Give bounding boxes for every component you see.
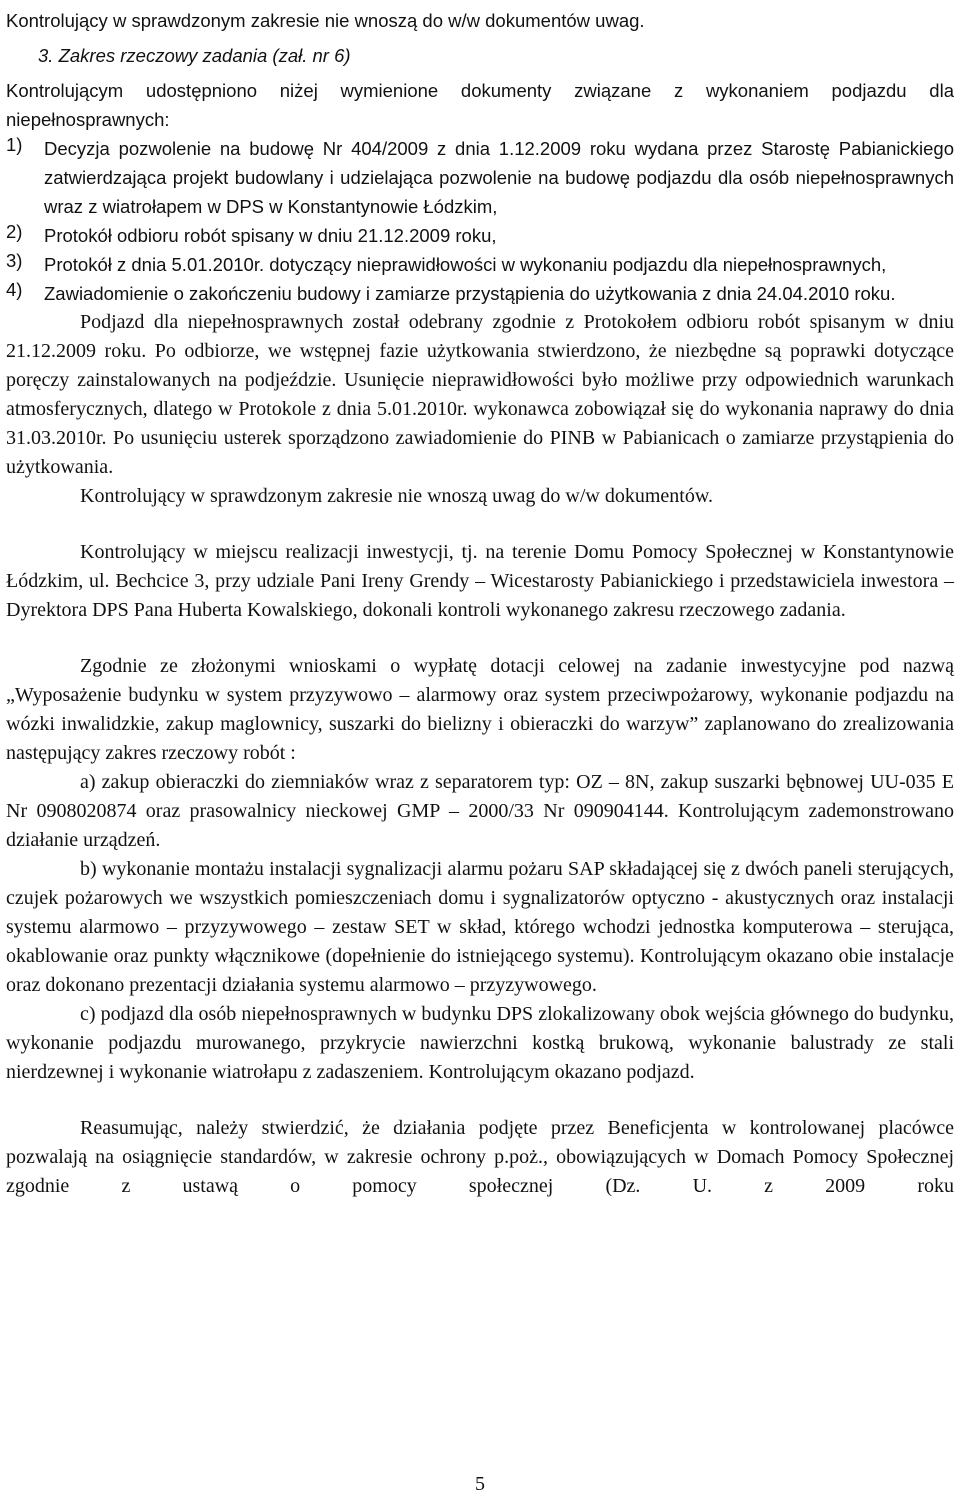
list-number: 4) <box>6 279 23 300</box>
list-text: Protokół odbioru robót spisany w dniu 21.12.2009 roku, <box>44 225 497 246</box>
section-title: 3. Zakres rzeczowy zadania (zał. nr 6) <box>38 45 351 66</box>
paragraph-scope: Zgodnie ze złożonymi wnioskami o wypłatę dotacji celowej na zadanie inwestycyjne pod nazwą „Wyposażenie budynku w system przyzywowo – alarmowy oraz system przeciwpożarowy, wykonanie podjazdu na wózki inwalidzkie, zakup maglownicy, suszarki do bielizny i obieraczki do warzyw” zaplanowano do zrealizowania następujący zakres rzeczowy robót : <box>6 655 954 764</box>
list-number: 1) <box>6 134 23 155</box>
paragraph-no-remarks: Kontrolujący w sprawdzonym zakresie nie wnoszą uwag do w/w dokumentów. <box>80 485 713 507</box>
paragraph-item-c: c) podjazd dla osób niepełnosprawnych w budynku DPS zlokalizowany obok wejścia głównego do budynku, wykonanie podjazdu murowanego, przykrycie nawierzchni kostką brukową, wykonanie balustrady ze stali nierdzewnej i wykonanie wiatrołapu z zadaszeniem. Kontrolującym okazano podjazd. <box>6 1003 954 1083</box>
list-item <box>6 250 954 279</box>
paragraph-intro: Kontrolujący w sprawdzonym zakresie nie wnoszą do w/w dokumentów uwag. <box>6 10 645 31</box>
list-text: Protokół z dnia 5.01.2010r. dotyczący nieprawidłowości w wykonaniu podjazdu dla niepełnosprawnych, <box>44 254 887 275</box>
paragraph-item-a: a) zakup obieraczki do ziemniaków wraz z separatorem typ: OZ – 8N, zakup suszarki bębnowej UU-035 E Nr 0908020874 oraz prasowalnicy nieckowej GMP – 2000/33 Nr 090904144. Kontrolującym zademonstrowano działanie urządzeń. <box>6 771 954 851</box>
paragraph-site-inspection: Kontrolujący w miejscu realizacji inwestycji, tj. na terenie Domu Pomocy Społecznej w Konstantynowie Łódzkim, ul. Bechcice 3, przy udziale Pani Ireny Grendy – Wicestarosty Pabianickiego i przedstawiciela inwestora – Dyrektora DPS Pana Huberta Kowalskiego, dokonali kontroli wykonanego zakresu rzeczowego zadania. <box>6 541 954 621</box>
list-item <box>6 221 954 250</box>
list-item <box>6 279 954 308</box>
list-text: Zawiadomienie o zakończeniu budowy i zamiarze przystąpienia do użytkowania z dnia 24.04.2010 roku. <box>44 283 896 304</box>
page-number: 5 <box>475 1473 485 1495</box>
paragraph-documents-intro: Kontrolującym udostępniono niżej wymienione dokumenty związane z wykonaniem podjazdu dla niepełnosprawnych: <box>6 80 954 130</box>
list-item <box>6 134 954 221</box>
list-text: Decyzja pozwolenie na budowę Nr 404/2009 z dnia 1.12.2009 roku wydana przez Starostę Pabianickiego zatwierdzająca projekt budowlany i udzielająca pozwolenie na budowę podjazdu dla osób niepełnosprawnych wraz z wiatrołapem w DPS w Konstantynowie Łódzkim, <box>44 138 954 217</box>
paragraph-summary: Reasumując, należy stwierdzić, że działania podjęte przez Beneficjenta w kontrolowanej placówce pozwalają na osiągnięcie standardów, w zakresie ochrony p.poż., obowiązujących w Domach Pomocy Społecznej zgodnie z ustawą o pomocy społecznej (Dz. U. z 2009 roku <box>6 1117 954 1197</box>
list-number: 2) <box>6 221 23 242</box>
paragraph-acceptance: Podjazd dla niepełnosprawnych został odebrany zgodnie z Protokołem odbioru robót spisanym w dniu 21.12.2009 roku. Po odbiorze, we wstępnej fazie użytkowania stwierdzono, że niezbędne są poprawki dotyczące poręczy zainstalowanych na podjeździe. Usunięcie nieprawidłowości było możliwe przy odpowiednich warunkach atmosferycznych, dlatego w Protokole z dnia 5.01.2010r. wykonawca zobowiązał się do wykonania naprawy do dnia 31.03.2010r. Po usunięciu usterek sporządzono zawiadomienie do PINB w Pabianicach o zamiarze przystąpienia do użytkowania. <box>6 311 954 478</box>
paragraph-item-b: b) wykonanie montażu instalacji sygnalizacji alarmu pożaru SAP składającej się z dwóch paneli sterujących, czujek pożarowych we wszystkich pomieszczeniach domu i sygnalizatorów optyczno - akustycznych oraz instalacji systemu alarmowo – przyzywowego – zestaw SET w skład, którego wchodzi jednostka komputerowa – sterująca, okablowanie oraz punkty włącznikowe (dopełnienie do istniejącego systemu). Kontrolującym okazano obie instalacje oraz dokonano prezentacji działania systemu alarmowo – przyzywowego. <box>6 858 954 996</box>
document-page <box>6 6 954 1201</box>
list-number: 3) <box>6 250 23 271</box>
documents-list <box>6 134 954 308</box>
